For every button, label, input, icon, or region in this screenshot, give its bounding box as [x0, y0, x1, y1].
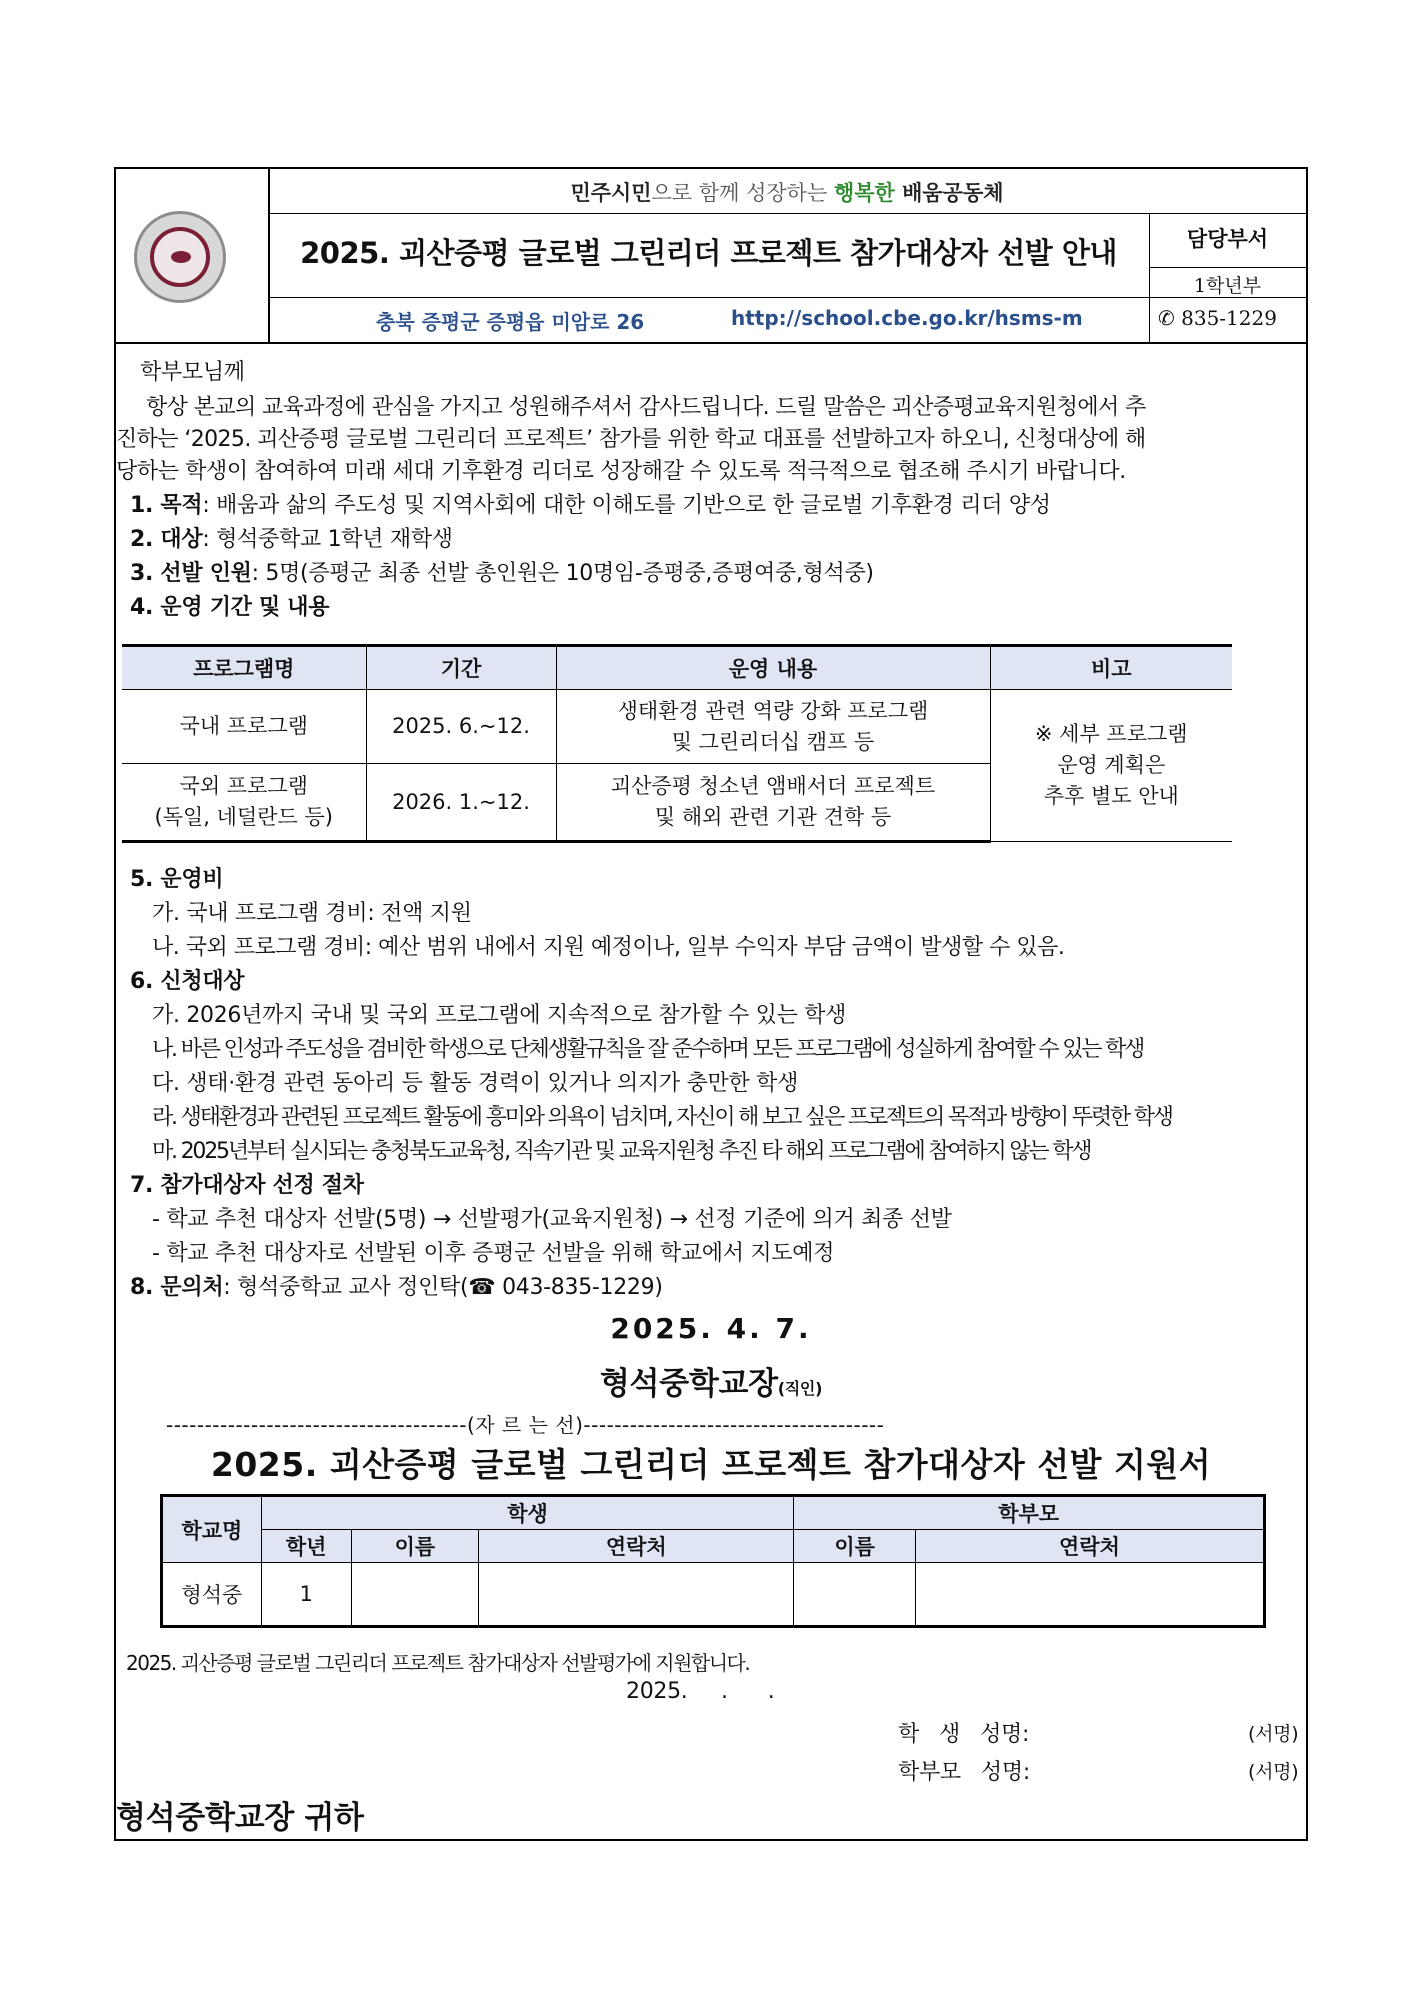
- section-1: 1. 목적: 배움과 삶의 주도성 및 지역사회에 대한 이해도를 기반으로 한 글로벌 기후환경 리더 양성: [130, 493, 1051, 518]
- section-6-c: 다. 생태·환경 관련 동아리 등 활동 경력이 있거나 의지가 충만한 학생: [152, 1071, 799, 1096]
- section-7-a: - 학교 추천 대상자 선발(5명) → 선발평가(교육지원청) → 선정 기준에 의거 최종 선발: [152, 1207, 952, 1232]
- table-row: 국내 프로그램 2025. 6.~12. 생태환경 관련 역량 강화 프로그램 및 그린리더십 캠프 등 ※ 세부 프로그램 운영 계획은 추후 별도 안내: [122, 690, 1232, 764]
- section-6-d: 라. 생태환경과 관련된 프로젝트 활동에 흥미와 의욕이 넘치며, 자신이 해 보고 싶은 프로젝트의 목적과 방향이 뚜렷한 학생: [152, 1105, 1172, 1130]
- grade-cell: 1: [261, 1563, 351, 1627]
- student-signature-label: 학 생 성명:: [898, 1722, 1030, 1747]
- school-phone: ✆ 835-1229: [1158, 306, 1277, 330]
- section-5: 5. 운영비: [130, 867, 224, 892]
- parent-name-field[interactable]: [794, 1563, 916, 1627]
- school-address: 충북 증평군 증평읍 미암로 26: [376, 310, 645, 334]
- table-row: 국외 프로그램 (독일, 네덜란드 등) 2026. 1.~12. 괴산증평 청소년 앰배서더 프로젝트 및 해외 관련 기관 견학 등: [122, 764, 1232, 842]
- application-table: [160, 1494, 1266, 1628]
- program-note: ※ 세부 프로그램 운영 계획은 추후 별도 안내: [990, 690, 1232, 842]
- application-date: 2025. . .: [626, 1679, 775, 1704]
- application-title: 2025. 괴산증평 글로벌 그린리더 프로젝트 참가대상자 선발 지원서: [210, 1445, 1212, 1484]
- letterhead: [116, 169, 1306, 344]
- section-5-a: 가. 국내 프로그램 경비: 전액 지원: [152, 901, 472, 926]
- application-statement: 2025. 괴산증평 글로벌 그린리더 프로젝트 참가대상자 선발평가에 지원합니다.: [126, 1651, 750, 1675]
- col-content: 운영 내용: [556, 646, 990, 690]
- parent-contact-field[interactable]: [915, 1563, 1264, 1627]
- section-7: 7. 참가대상자 선정 절차: [130, 1173, 364, 1198]
- dept-label: 담당부서: [1186, 227, 1269, 251]
- section-7-b: - 학교 추천 대상자로 선발된 이후 증평군 선발을 위해 학교에서 지도예정: [152, 1241, 835, 1266]
- table-header-row: [162, 1496, 1265, 1530]
- col-program: 프로그램명: [122, 646, 366, 690]
- section-4: 4. 운영 기간 및 내용: [130, 595, 330, 620]
- table-subheader-row: 학년 이름 연락처 이름 연락처: [162, 1530, 1265, 1563]
- school-cell: 형석중: [162, 1563, 262, 1627]
- intro-line-3: 당하는 학생이 참여하여 미래 세대 기후환경 리더로 성장해갈 수 있도록 적극적으로 협조해 주시기 바랍니다.: [116, 459, 1126, 484]
- student-signature-mark[interactable]: (서명): [1248, 1723, 1299, 1745]
- addressee: 형석중학교장 귀하: [116, 1800, 364, 1836]
- intro-line-1: 항상 본교의 교육과정에 관심을 가지고 성원해주셔서 감사드립니다. 드릴 말씀은 괴산증평교육지원청에서 추: [146, 395, 1146, 420]
- section-6-b: 나. 바른 인성과 주도성을 겸비한 학생으로 단체생활규칙을 잘 준수하며 모든 프로그램에 성실하게 참여할 수 있는 학생: [152, 1037, 1144, 1062]
- section-8: 8. 문의처: 형석중학교 교사 정인탁(☎ 043-835-1229): [130, 1275, 663, 1300]
- table-row: [162, 1563, 1265, 1627]
- parent-signature-mark[interactable]: (서명): [1248, 1761, 1299, 1783]
- principal-signoff: 형석중학교장(직인): [599, 1366, 823, 1402]
- salutation: 학부모님께: [140, 360, 245, 385]
- student-contact-field[interactable]: [479, 1563, 794, 1627]
- section-2: 2. 대상: 형석중학교 1학년 재학생: [130, 527, 453, 552]
- program-table: [122, 644, 1232, 843]
- section-6: 6. 신청대상: [130, 969, 245, 994]
- dept-name: 1학년부: [1193, 275, 1262, 297]
- table-header-row: [122, 646, 1232, 690]
- section-5-b: 나. 국외 프로그램 경비: 예산 범위 내에서 지원 예정이나, 일부 수익자 부담 금액이 발생할 수 있음.: [152, 935, 1065, 960]
- col-period: 기간: [366, 646, 556, 690]
- section-6-a: 가. 2026년까지 국내 및 국외 프로그램에 지속적으로 참가할 수 있는 학생: [152, 1003, 847, 1028]
- col-parent: 학부모: [794, 1496, 1265, 1530]
- school-url[interactable]: http://school.cbe.go.kr/hsms-m: [731, 306, 1083, 330]
- student-name-field[interactable]: [351, 1563, 479, 1627]
- cut-line: ---------------------------------------(자 르 는 선)---------------------------------------: [166, 1413, 885, 1437]
- document-title: 2025. 괴산증평 글로벌 그린리더 프로젝트 참가대상자 선발 안내: [300, 236, 1117, 270]
- section-3: 3. 선발 인원: 5명(증평군 최종 선발 총인원은 10명임-증평중,증평여중,형석중): [130, 561, 874, 586]
- document-frame: [114, 167, 1308, 1841]
- school-motto: 민주시민으로 함께 성장하는 행복한 배움공동체: [570, 181, 1004, 205]
- issue-date: 2025. 4. 7.: [610, 1312, 812, 1345]
- phone-icon: ✆: [1158, 306, 1182, 330]
- intro-line-2: 진하는 ‘2025. 괴산증평 글로벌 그린리더 프로젝트’ 참가를 위한 학교 대표를 선발하고자 하오니, 신청대상에 해: [116, 427, 1146, 452]
- school-emblem-icon: [134, 211, 226, 303]
- parent-signature-label: 학부모 성명:: [898, 1760, 1030, 1785]
- section-6-e: 마. 2025년부터 실시되는 충청북도교육청, 직속기관 및 교육지원청 추진 타 해외 프로그램에 참여하지 않는 학생: [152, 1139, 1091, 1164]
- col-note: 비고: [990, 646, 1232, 690]
- col-school: 학교명: [162, 1496, 262, 1563]
- col-student: 학생: [261, 1496, 794, 1530]
